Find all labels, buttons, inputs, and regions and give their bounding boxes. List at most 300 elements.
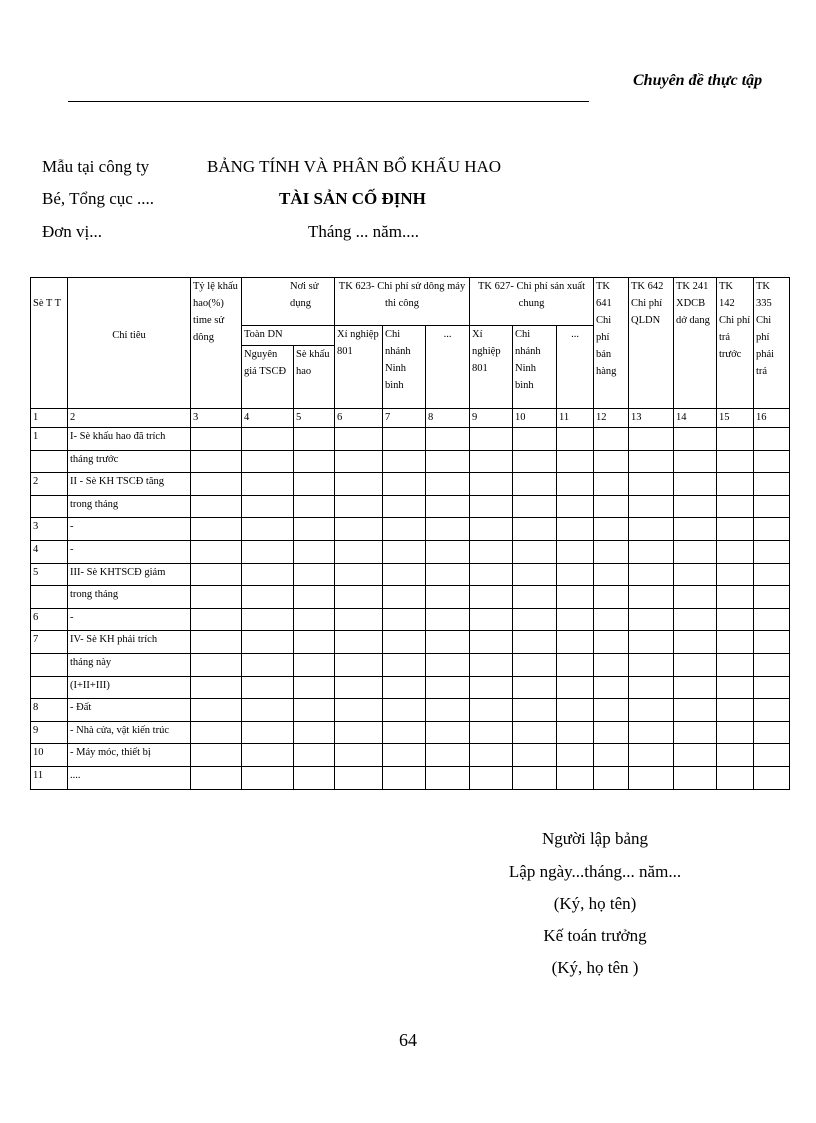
row-cell xyxy=(426,540,470,563)
row-cell xyxy=(674,473,717,496)
row-cell xyxy=(629,428,674,451)
row-cell xyxy=(674,428,717,451)
row-cell xyxy=(674,631,717,654)
row-cell xyxy=(513,495,557,518)
table-row xyxy=(31,744,790,767)
column-number: 15 xyxy=(717,409,754,428)
row-cell xyxy=(294,450,335,473)
row-cell xyxy=(594,766,629,789)
row-cell xyxy=(717,518,754,541)
row-cell xyxy=(470,563,513,586)
row-cell xyxy=(557,428,594,451)
header-stt: Sè T T xyxy=(31,278,68,409)
table-row xyxy=(31,495,790,518)
table-row xyxy=(31,676,790,699)
row-cell xyxy=(513,518,557,541)
row-cell xyxy=(191,766,242,789)
row-cell xyxy=(335,744,383,767)
header-tk627: TK 627- Chi phí sản xuất chung xyxy=(470,278,594,326)
row-stt: 10 xyxy=(31,744,68,767)
row-cell xyxy=(470,699,513,722)
row-cell xyxy=(557,699,594,722)
row-cell xyxy=(629,766,674,789)
row-cell xyxy=(191,563,242,586)
row-cell xyxy=(594,744,629,767)
row-cell xyxy=(383,473,426,496)
row-cell xyxy=(191,450,242,473)
row-cell xyxy=(426,563,470,586)
column-number: 13 xyxy=(629,409,674,428)
row-cell xyxy=(242,540,294,563)
row-cell xyxy=(594,653,629,676)
row-cell xyxy=(629,586,674,609)
row-cell xyxy=(383,744,426,767)
signature-sign-2: (Ký, họ tên ) xyxy=(551,958,639,977)
row-cell xyxy=(594,699,629,722)
row-label: IV- Sè KH phải trích xyxy=(68,631,191,654)
row-cell xyxy=(335,631,383,654)
row-cell xyxy=(335,586,383,609)
row-cell xyxy=(717,586,754,609)
row-cell xyxy=(557,450,594,473)
row-cell xyxy=(513,721,557,744)
row-cell xyxy=(629,540,674,563)
table-row xyxy=(31,450,790,473)
row-cell xyxy=(383,450,426,473)
row-cell xyxy=(335,428,383,451)
table-row xyxy=(31,586,790,609)
column-number: 7 xyxy=(383,409,426,428)
row-cell xyxy=(717,495,754,518)
row-label: - Nhà cửa, vật kiến trúc xyxy=(68,721,191,744)
row-cell xyxy=(754,495,790,518)
row-cell xyxy=(383,699,426,722)
row-label: tháng trước xyxy=(68,450,191,473)
row-cell xyxy=(470,495,513,518)
row-cell xyxy=(470,608,513,631)
table-body xyxy=(31,428,790,790)
row-cell xyxy=(754,721,790,744)
row-cell xyxy=(754,518,790,541)
row-cell xyxy=(557,631,594,654)
row-cell xyxy=(674,699,717,722)
signature-preparer: Người lập bảng xyxy=(541,829,649,848)
row-cell xyxy=(470,428,513,451)
row-stt: 1 xyxy=(31,428,68,451)
header-rule xyxy=(68,101,589,102)
row-cell xyxy=(470,631,513,654)
row-cell xyxy=(426,450,470,473)
header-xn801-627: Xí nghiệp 801 xyxy=(470,326,513,409)
row-cell xyxy=(426,653,470,676)
row-cell xyxy=(191,721,242,744)
row-cell xyxy=(335,608,383,631)
row-cell xyxy=(383,766,426,789)
row-cell xyxy=(294,540,335,563)
row-cell xyxy=(557,563,594,586)
row-cell xyxy=(717,563,754,586)
row-cell xyxy=(242,608,294,631)
row-cell xyxy=(470,766,513,789)
row-stt xyxy=(31,495,68,518)
row-stt: 7 xyxy=(31,631,68,654)
column-number: 2 xyxy=(68,409,191,428)
row-cell xyxy=(557,744,594,767)
row-cell xyxy=(335,563,383,586)
row-label: trong tháng xyxy=(68,586,191,609)
row-cell xyxy=(594,518,629,541)
row-cell xyxy=(470,540,513,563)
row-cell xyxy=(294,721,335,744)
row-cell xyxy=(717,631,754,654)
row-cell xyxy=(717,653,754,676)
row-cell xyxy=(242,631,294,654)
row-cell xyxy=(335,653,383,676)
row-cell xyxy=(754,563,790,586)
table-row xyxy=(31,766,790,789)
row-cell xyxy=(629,473,674,496)
row-cell xyxy=(335,495,383,518)
row-cell xyxy=(335,676,383,699)
column-number: 16 xyxy=(754,409,790,428)
row-cell xyxy=(513,744,557,767)
form-period: Tháng ... năm.... xyxy=(308,222,419,241)
row-cell xyxy=(594,608,629,631)
row-cell xyxy=(674,586,717,609)
row-cell xyxy=(557,518,594,541)
row-cell xyxy=(294,631,335,654)
row-cell xyxy=(470,676,513,699)
row-cell xyxy=(470,450,513,473)
row-cell xyxy=(242,721,294,744)
row-cell xyxy=(513,676,557,699)
header-xn801-623: Xí nghiệp 801 xyxy=(335,326,383,409)
row-cell xyxy=(470,473,513,496)
header-tk241: TK 241 XDCB dở dang xyxy=(674,278,717,409)
row-cell xyxy=(383,586,426,609)
column-number: 8 xyxy=(426,409,470,428)
row-cell xyxy=(470,653,513,676)
row-cell xyxy=(717,766,754,789)
row-label: - xyxy=(68,518,191,541)
row-cell xyxy=(426,495,470,518)
row-cell xyxy=(594,721,629,744)
row-cell xyxy=(717,608,754,631)
row-cell xyxy=(242,563,294,586)
header-tk142: TK 142 Chi phí trả trước xyxy=(717,278,754,409)
row-cell xyxy=(383,518,426,541)
header-tk641: TK 641 Chi phí bán hàng xyxy=(594,278,629,409)
row-cell xyxy=(629,744,674,767)
row-cell xyxy=(629,699,674,722)
row-stt: 11 xyxy=(31,766,68,789)
header-nguyen-gia: Nguyên giá TSCĐ xyxy=(242,346,294,409)
table-row xyxy=(31,721,790,744)
row-label: - xyxy=(68,608,191,631)
row-cell xyxy=(294,653,335,676)
row-cell xyxy=(383,721,426,744)
row-cell xyxy=(191,473,242,496)
column-number: 10 xyxy=(513,409,557,428)
row-cell xyxy=(294,518,335,541)
row-cell xyxy=(629,495,674,518)
row-cell xyxy=(191,676,242,699)
row-cell xyxy=(383,653,426,676)
table-row xyxy=(31,563,790,586)
depreciation-table xyxy=(30,277,790,790)
row-cell xyxy=(674,450,717,473)
form-origin-line: Mẫu tại công ty xyxy=(42,157,150,176)
row-stt: 9 xyxy=(31,721,68,744)
row-cell xyxy=(242,428,294,451)
row-cell xyxy=(594,631,629,654)
row-cell xyxy=(383,428,426,451)
row-stt: 3 xyxy=(31,518,68,541)
row-cell xyxy=(383,563,426,586)
column-number: 11 xyxy=(557,409,594,428)
header-ninh-binh-627: Chi nhánh Ninh bình xyxy=(513,326,557,409)
row-stt: 2 xyxy=(31,473,68,496)
row-cell xyxy=(383,540,426,563)
row-label: I- Sè khấu hao đã trích xyxy=(68,428,191,451)
header-tk335: TK 335 Chi phí phải trả xyxy=(754,278,790,409)
row-cell xyxy=(294,608,335,631)
row-cell xyxy=(557,495,594,518)
row-cell xyxy=(426,631,470,654)
row-cell xyxy=(191,586,242,609)
row-cell xyxy=(717,676,754,699)
row-cell xyxy=(470,721,513,744)
row-cell xyxy=(191,518,242,541)
header-chi-tieu: Chỉ tiêu xyxy=(68,278,191,409)
form-agency-line: Bé, Tổng cục .... xyxy=(42,189,155,208)
row-cell xyxy=(242,518,294,541)
row-cell xyxy=(426,608,470,631)
row-cell xyxy=(717,450,754,473)
row-cell xyxy=(335,473,383,496)
row-cell xyxy=(513,608,557,631)
row-cell xyxy=(754,450,790,473)
row-cell xyxy=(513,450,557,473)
row-cell xyxy=(557,653,594,676)
row-cell xyxy=(294,744,335,767)
row-cell xyxy=(335,540,383,563)
row-stt: 5 xyxy=(31,563,68,586)
row-cell xyxy=(513,766,557,789)
column-number: 12 xyxy=(594,409,629,428)
row-cell xyxy=(754,699,790,722)
row-cell xyxy=(674,721,717,744)
row-cell xyxy=(674,540,717,563)
row-cell xyxy=(191,653,242,676)
header-ty-le: Tỷ lệ khấu hao(%) time sử dông xyxy=(191,278,242,409)
row-cell xyxy=(557,676,594,699)
row-cell xyxy=(335,721,383,744)
row-cell xyxy=(470,744,513,767)
row-cell xyxy=(426,518,470,541)
row-cell xyxy=(674,766,717,789)
row-label: - Máy móc, thiết bị xyxy=(68,744,191,767)
table-row xyxy=(31,428,790,451)
table-row xyxy=(31,473,790,496)
row-cell xyxy=(513,563,557,586)
row-cell xyxy=(629,450,674,473)
column-number: 3 xyxy=(191,409,242,428)
row-cell xyxy=(674,676,717,699)
row-cell xyxy=(557,721,594,744)
row-cell xyxy=(629,721,674,744)
column-number: 9 xyxy=(470,409,513,428)
row-cell xyxy=(294,563,335,586)
row-cell xyxy=(470,586,513,609)
row-cell xyxy=(242,744,294,767)
column-number: 6 xyxy=(335,409,383,428)
row-cell xyxy=(754,631,790,654)
signature-date: Lập ngày...tháng... năm... xyxy=(508,862,682,881)
row-cell xyxy=(754,473,790,496)
row-stt: 8 xyxy=(31,699,68,722)
row-cell xyxy=(754,428,790,451)
row-label: II - Sè KH TSCĐ tăng xyxy=(68,473,191,496)
row-stt xyxy=(31,450,68,473)
row-cell xyxy=(470,518,513,541)
header-more-623: ... xyxy=(426,326,470,409)
column-number: 14 xyxy=(674,409,717,428)
row-cell xyxy=(335,518,383,541)
table-row xyxy=(31,631,790,654)
row-cell xyxy=(191,540,242,563)
row-cell xyxy=(513,653,557,676)
row-cell xyxy=(717,744,754,767)
row-cell xyxy=(242,473,294,496)
row-cell xyxy=(754,586,790,609)
row-cell xyxy=(594,473,629,496)
table-row xyxy=(31,699,790,722)
row-cell xyxy=(191,699,242,722)
table-row xyxy=(31,540,790,563)
row-cell xyxy=(629,653,674,676)
row-cell xyxy=(335,699,383,722)
row-cell xyxy=(513,428,557,451)
row-cell xyxy=(557,586,594,609)
row-cell xyxy=(294,473,335,496)
row-cell xyxy=(426,699,470,722)
row-cell xyxy=(557,473,594,496)
row-label: - xyxy=(68,540,191,563)
column-number: 1 xyxy=(31,409,68,428)
column-number: 5 xyxy=(294,409,335,428)
row-cell xyxy=(335,450,383,473)
row-cell xyxy=(242,495,294,518)
row-cell xyxy=(557,608,594,631)
header-tk623: TK 623- Chi phí sử dông máy thi công xyxy=(335,278,470,326)
row-cell xyxy=(242,676,294,699)
row-label: tháng này xyxy=(68,653,191,676)
row-label: - Đất xyxy=(68,699,191,722)
row-cell xyxy=(426,676,470,699)
row-cell xyxy=(674,563,717,586)
row-cell xyxy=(191,631,242,654)
form-title-1: BẢNG TÍNH VÀ PHÂN BỔ KHẤU HAO xyxy=(207,157,502,176)
row-cell xyxy=(242,450,294,473)
row-cell xyxy=(294,699,335,722)
row-cell xyxy=(242,766,294,789)
row-cell xyxy=(191,608,242,631)
row-stt xyxy=(31,653,68,676)
row-cell xyxy=(557,540,594,563)
row-cell xyxy=(674,495,717,518)
row-label: (I+II+III) xyxy=(68,676,191,699)
row-cell xyxy=(294,428,335,451)
header-toan-dn: Toàn DN xyxy=(242,326,335,346)
row-cell xyxy=(717,540,754,563)
row-cell xyxy=(557,766,594,789)
row-cell xyxy=(594,495,629,518)
row-cell xyxy=(594,428,629,451)
row-cell xyxy=(674,608,717,631)
header-more-627: ... xyxy=(557,326,594,409)
row-cell xyxy=(754,676,790,699)
row-cell xyxy=(426,766,470,789)
row-cell xyxy=(629,608,674,631)
row-cell xyxy=(335,766,383,789)
row-stt xyxy=(31,676,68,699)
column-number: 4 xyxy=(242,409,294,428)
row-cell xyxy=(426,473,470,496)
row-stt: 4 xyxy=(31,540,68,563)
row-label: trong tháng xyxy=(68,495,191,518)
table-row xyxy=(31,653,790,676)
row-cell xyxy=(674,744,717,767)
row-cell xyxy=(426,721,470,744)
row-cell xyxy=(754,540,790,563)
row-cell xyxy=(242,653,294,676)
table-row xyxy=(31,608,790,631)
header-noi-su-dung-text: Nơi sử dụng xyxy=(290,281,319,309)
row-cell xyxy=(629,676,674,699)
row-cell xyxy=(629,631,674,654)
row-cell xyxy=(294,676,335,699)
row-stt xyxy=(31,586,68,609)
row-stt: 6 xyxy=(31,608,68,631)
signature-sign-1: (Ký, họ tên) xyxy=(553,894,637,913)
row-cell xyxy=(594,450,629,473)
row-cell xyxy=(426,586,470,609)
row-cell xyxy=(717,473,754,496)
header-noi-su-dung xyxy=(242,278,335,326)
row-label: .... xyxy=(68,766,191,789)
row-cell xyxy=(629,518,674,541)
page-number: 64 xyxy=(399,1030,417,1050)
row-cell xyxy=(754,766,790,789)
row-cell xyxy=(594,676,629,699)
header-ninh-binh-623: Chi nhánh Ninh bình xyxy=(383,326,426,409)
row-cell xyxy=(513,586,557,609)
row-cell xyxy=(191,495,242,518)
row-cell xyxy=(383,676,426,699)
row-cell xyxy=(513,699,557,722)
row-cell xyxy=(717,699,754,722)
signature-accountant: Kế toán trưởng xyxy=(543,926,647,945)
row-cell xyxy=(754,608,790,631)
row-cell xyxy=(629,563,674,586)
row-cell xyxy=(426,744,470,767)
header-tk642: TK 642 Chi phí QLDN xyxy=(629,278,674,409)
row-cell xyxy=(191,744,242,767)
header-so-khau-hao: Sè khấu hao xyxy=(294,346,335,409)
row-cell xyxy=(717,721,754,744)
row-cell xyxy=(294,586,335,609)
